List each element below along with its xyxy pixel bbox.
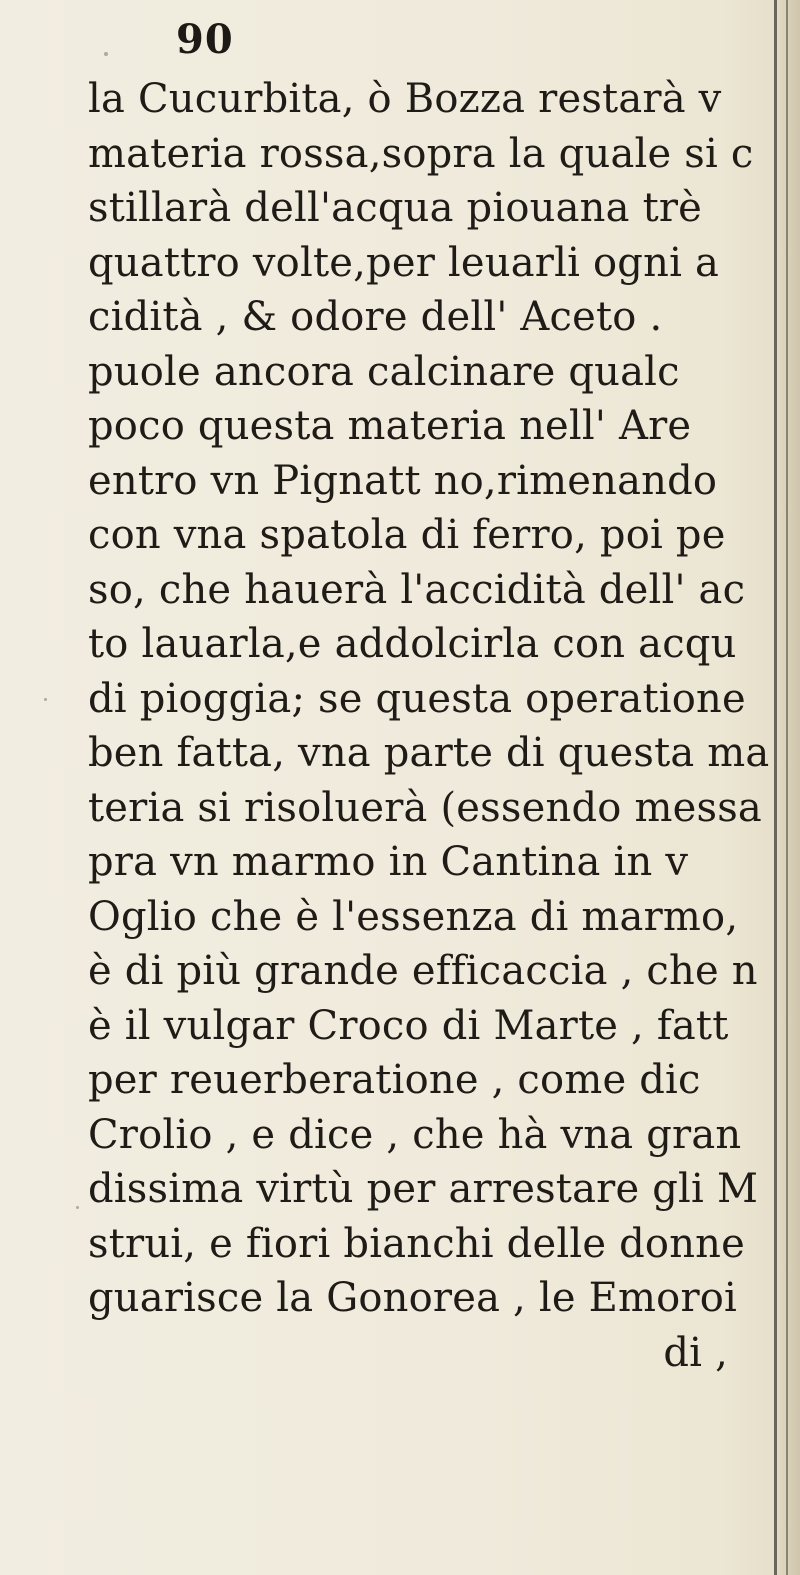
text-line: Oglio che è l'essenza di marmo, bbox=[88, 893, 739, 940]
text-line: la Cucurbita, ò Bozza restarà v bbox=[88, 76, 722, 122]
text-line: ben fatta, vna parte di questa ma bbox=[88, 730, 770, 776]
body-text bbox=[88, 72, 788, 1380]
text-line: Crolio , e dice , che hà vna gran bbox=[88, 1111, 742, 1158]
text-line: teria si risoluerà (essendo messa bbox=[88, 784, 762, 831]
text-line: poco questa materia nell' Are bbox=[88, 403, 692, 449]
text-line: stillarà dell'acqua piouana trè bbox=[88, 185, 703, 231]
text-line: dissima virtù per arrestare gli M bbox=[88, 1166, 759, 1212]
text-line: to lauarla,e addolcirla con acqu bbox=[88, 621, 737, 667]
text-line: per reuerberatione , come dic bbox=[88, 1057, 701, 1103]
text-line: guarisce la Gonorea , le Emoroi bbox=[88, 1275, 738, 1321]
paper-speck bbox=[76, 1206, 79, 1209]
text-line: è di più grande efficaccia , che n bbox=[88, 948, 758, 994]
text-line: quattro volte,per leuarli ogni a bbox=[88, 239, 720, 286]
text-line: pra vn marmo in Cantina in v bbox=[88, 839, 689, 885]
text-line: entro vn Pignatt no,rimenando bbox=[88, 457, 718, 504]
paper-speck bbox=[104, 52, 108, 56]
text-line: con vna spatola di ferro, poi pe bbox=[88, 512, 726, 558]
text-line: di pioggia; se questa operatione bbox=[88, 675, 746, 722]
catchword: di , bbox=[663, 1329, 728, 1376]
paper-speck bbox=[44, 698, 47, 701]
text-line: materia rossa,sopra la quale si c bbox=[88, 130, 754, 177]
text-line: cidità , & odore dell' Aceto . bbox=[88, 294, 663, 340]
text-line: puole ancora calcinare qualc bbox=[88, 348, 680, 395]
page-number: 90 bbox=[176, 16, 234, 63]
text-line: strui, e fiori bianchi delle donne bbox=[88, 1220, 746, 1267]
text-line: so, che hauerà l'accidità dell' ac bbox=[88, 566, 746, 613]
text-line: è il vulgar Croco di Marte , fatt bbox=[88, 1002, 729, 1049]
